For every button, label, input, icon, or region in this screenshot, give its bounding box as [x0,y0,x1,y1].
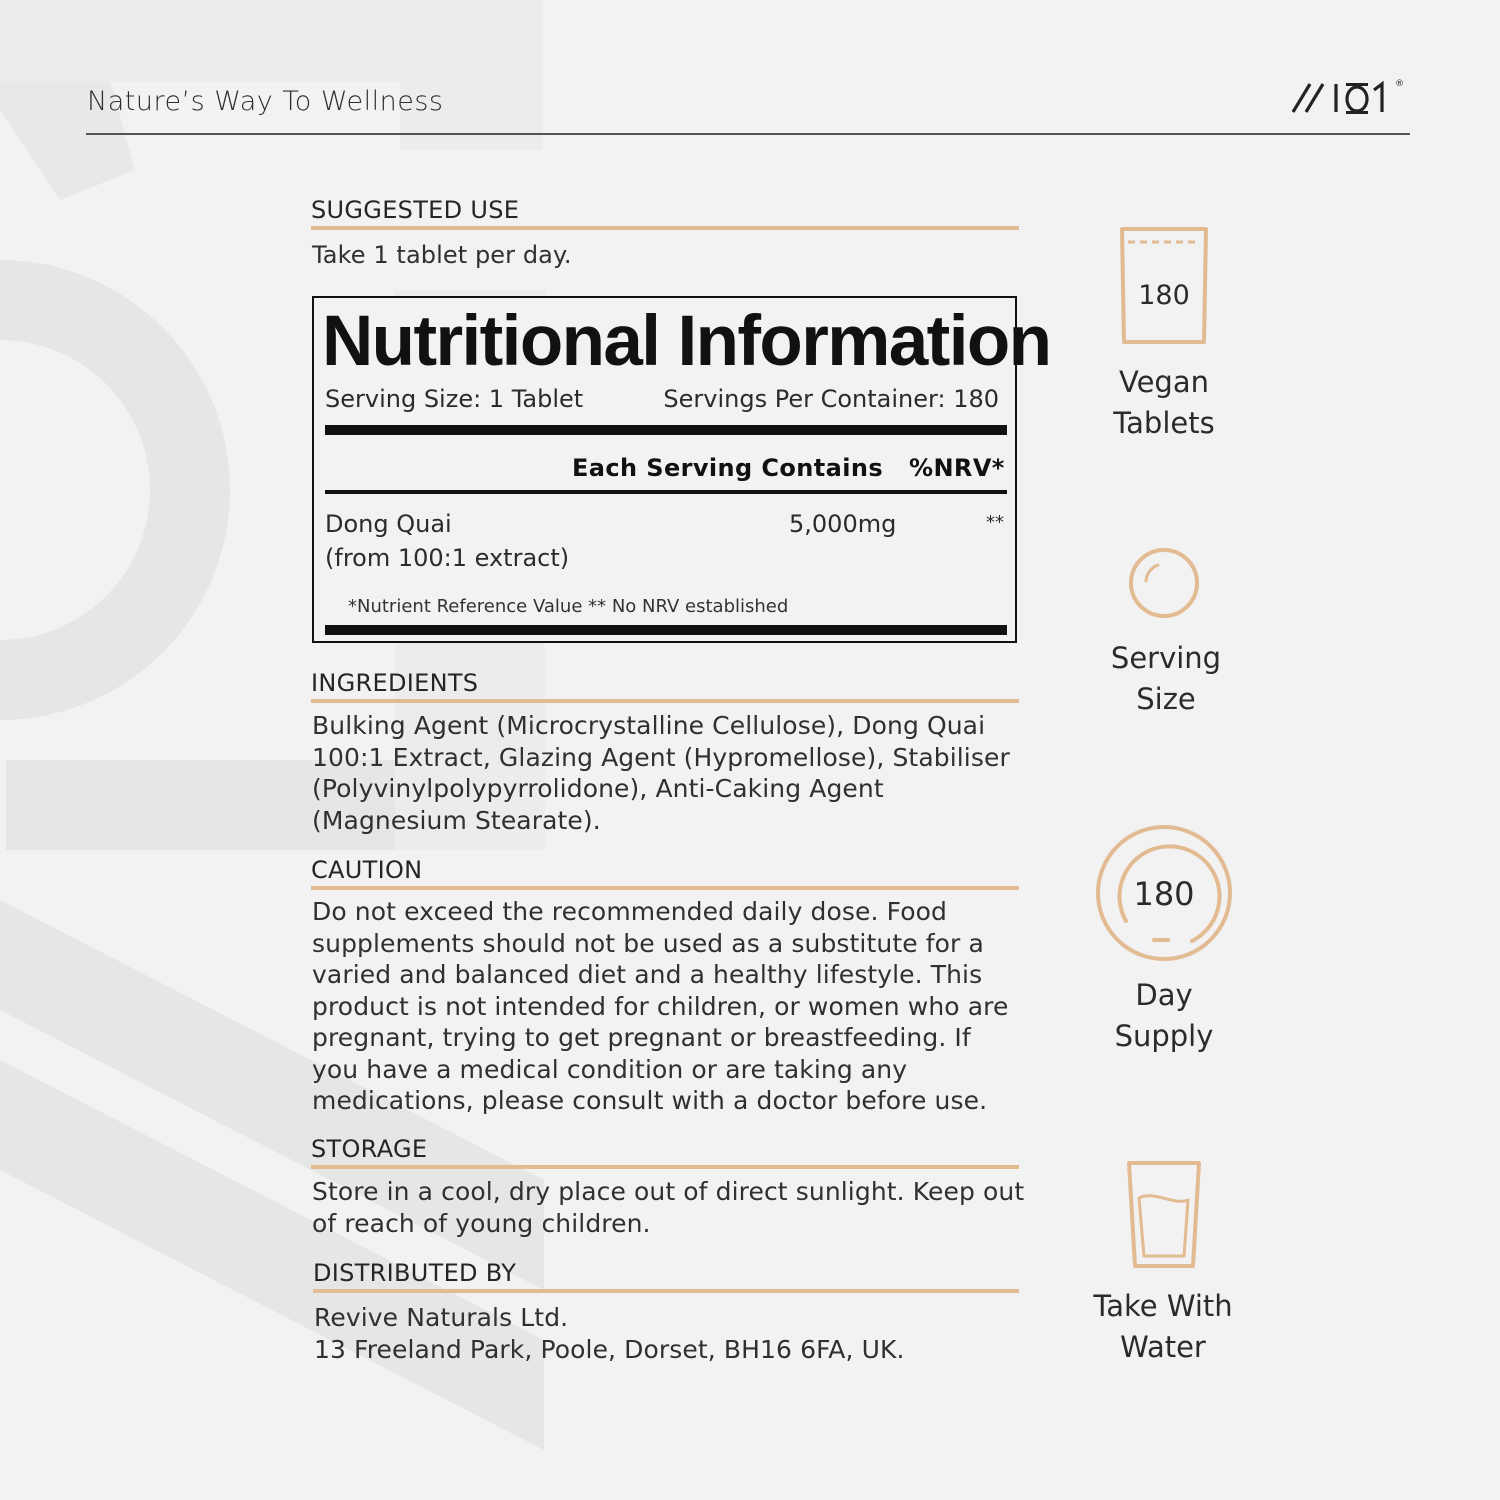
ingredients-text [312,710,1027,836]
feature-label-take-with-water: Take With Water [1093,1289,1233,1364]
suggested-use-heading: SUGGESTED USE [311,196,1019,230]
header-divider [86,133,1410,135]
nutrition-panel [312,296,1051,643]
distributor-address: 13 Freeland Park, Poole, Dorset, BH16 6FA, UK. [314,1334,905,1364]
registered-mark: ® [1395,79,1404,89]
pouch-count: 180 [1138,280,1190,311]
ingredient-nrv: ** [986,512,1004,533]
ingredients-line: (Magnesium Stearate). [312,805,601,835]
ingredients-line: 100:1 Extract, Glazing Agent (Hypromellose), Stabiliser [312,742,1010,772]
tablet-icon [1126,545,1202,621]
distributor-text [314,1302,1029,1365]
feature-label-vegan-tablets: Vegan Tablets [1113,365,1215,440]
caution-line: varied and balanced diet and a healthy lifestyle. This [312,960,983,989]
column-nrv: %NRV* [909,454,1005,482]
storage-text [312,1176,1027,1239]
brand-tagline: Nature’s Way To Wellness [87,86,444,117]
storage-line: of reach of young children. [312,1208,651,1238]
ingredients-heading: INGREDIENTS [311,669,1019,703]
storage-line: Store in a cool, dry place out of direct sunlight. Keep out [312,1177,1025,1206]
nrv-footnote: *Nutrient Reference Value ** No NRV established [348,596,789,617]
ingredient-source: (from 100:1 extract) [325,544,570,572]
dial-count: 180 [1133,875,1195,913]
thick-divider [325,425,1007,435]
bottom-thick-divider [325,625,1007,635]
feature-label-day-supply: Day Supply [1114,978,1214,1053]
column-each-serving: Each Serving Contains [572,454,884,482]
caution-line: supplements should not be used as a substitute for a [312,928,984,958]
distributed-by-heading: DISTRIBUTED BY [313,1259,1019,1293]
caution-line: Do not exceed the recommended daily dose. Food [312,897,947,926]
ingredients-line: Bulking Agent (Microcrystalline Cellulose), Dong Quai [312,711,986,740]
glass-of-water-icon [1124,1158,1204,1272]
pouch-icon [1114,224,1214,350]
caution-text [312,896,1027,1117]
servings-per-container: Servings Per Container: 180 [663,385,999,413]
thin-divider [325,490,1007,494]
ingredient-name: Dong Quai [325,510,452,538]
brand-logo [1290,76,1415,120]
storage-heading: STORAGE [311,1135,1019,1169]
distributor-name: Revive Naturals Ltd. [314,1303,569,1332]
caution-heading: CAUTION [311,856,1019,890]
caution-line: you have a medical condition or are taking any [312,1054,908,1084]
caution-line: pregnant, trying to get pregnant or breastfeeding. If [312,1023,971,1052]
caution-line: product is not intended for children, or women who are [312,991,1009,1021]
ingredient-amount: 5,000mg [789,510,897,538]
caution-line: medications, please consult with a doctor before use. [312,1086,988,1115]
nutrition-title: Nutritional Information [322,302,1051,381]
ingredients-line: (Polyvinylpolypyrrolidone), Anti-Caking Agent [312,774,884,803]
dial-icon [1094,823,1234,963]
serving-size: Serving Size: 1 Tablet [325,385,584,413]
feature-label-serving-size: Serving Size [1110,641,1222,716]
suggested-use-text: Take 1 tablet per day. [312,241,572,269]
